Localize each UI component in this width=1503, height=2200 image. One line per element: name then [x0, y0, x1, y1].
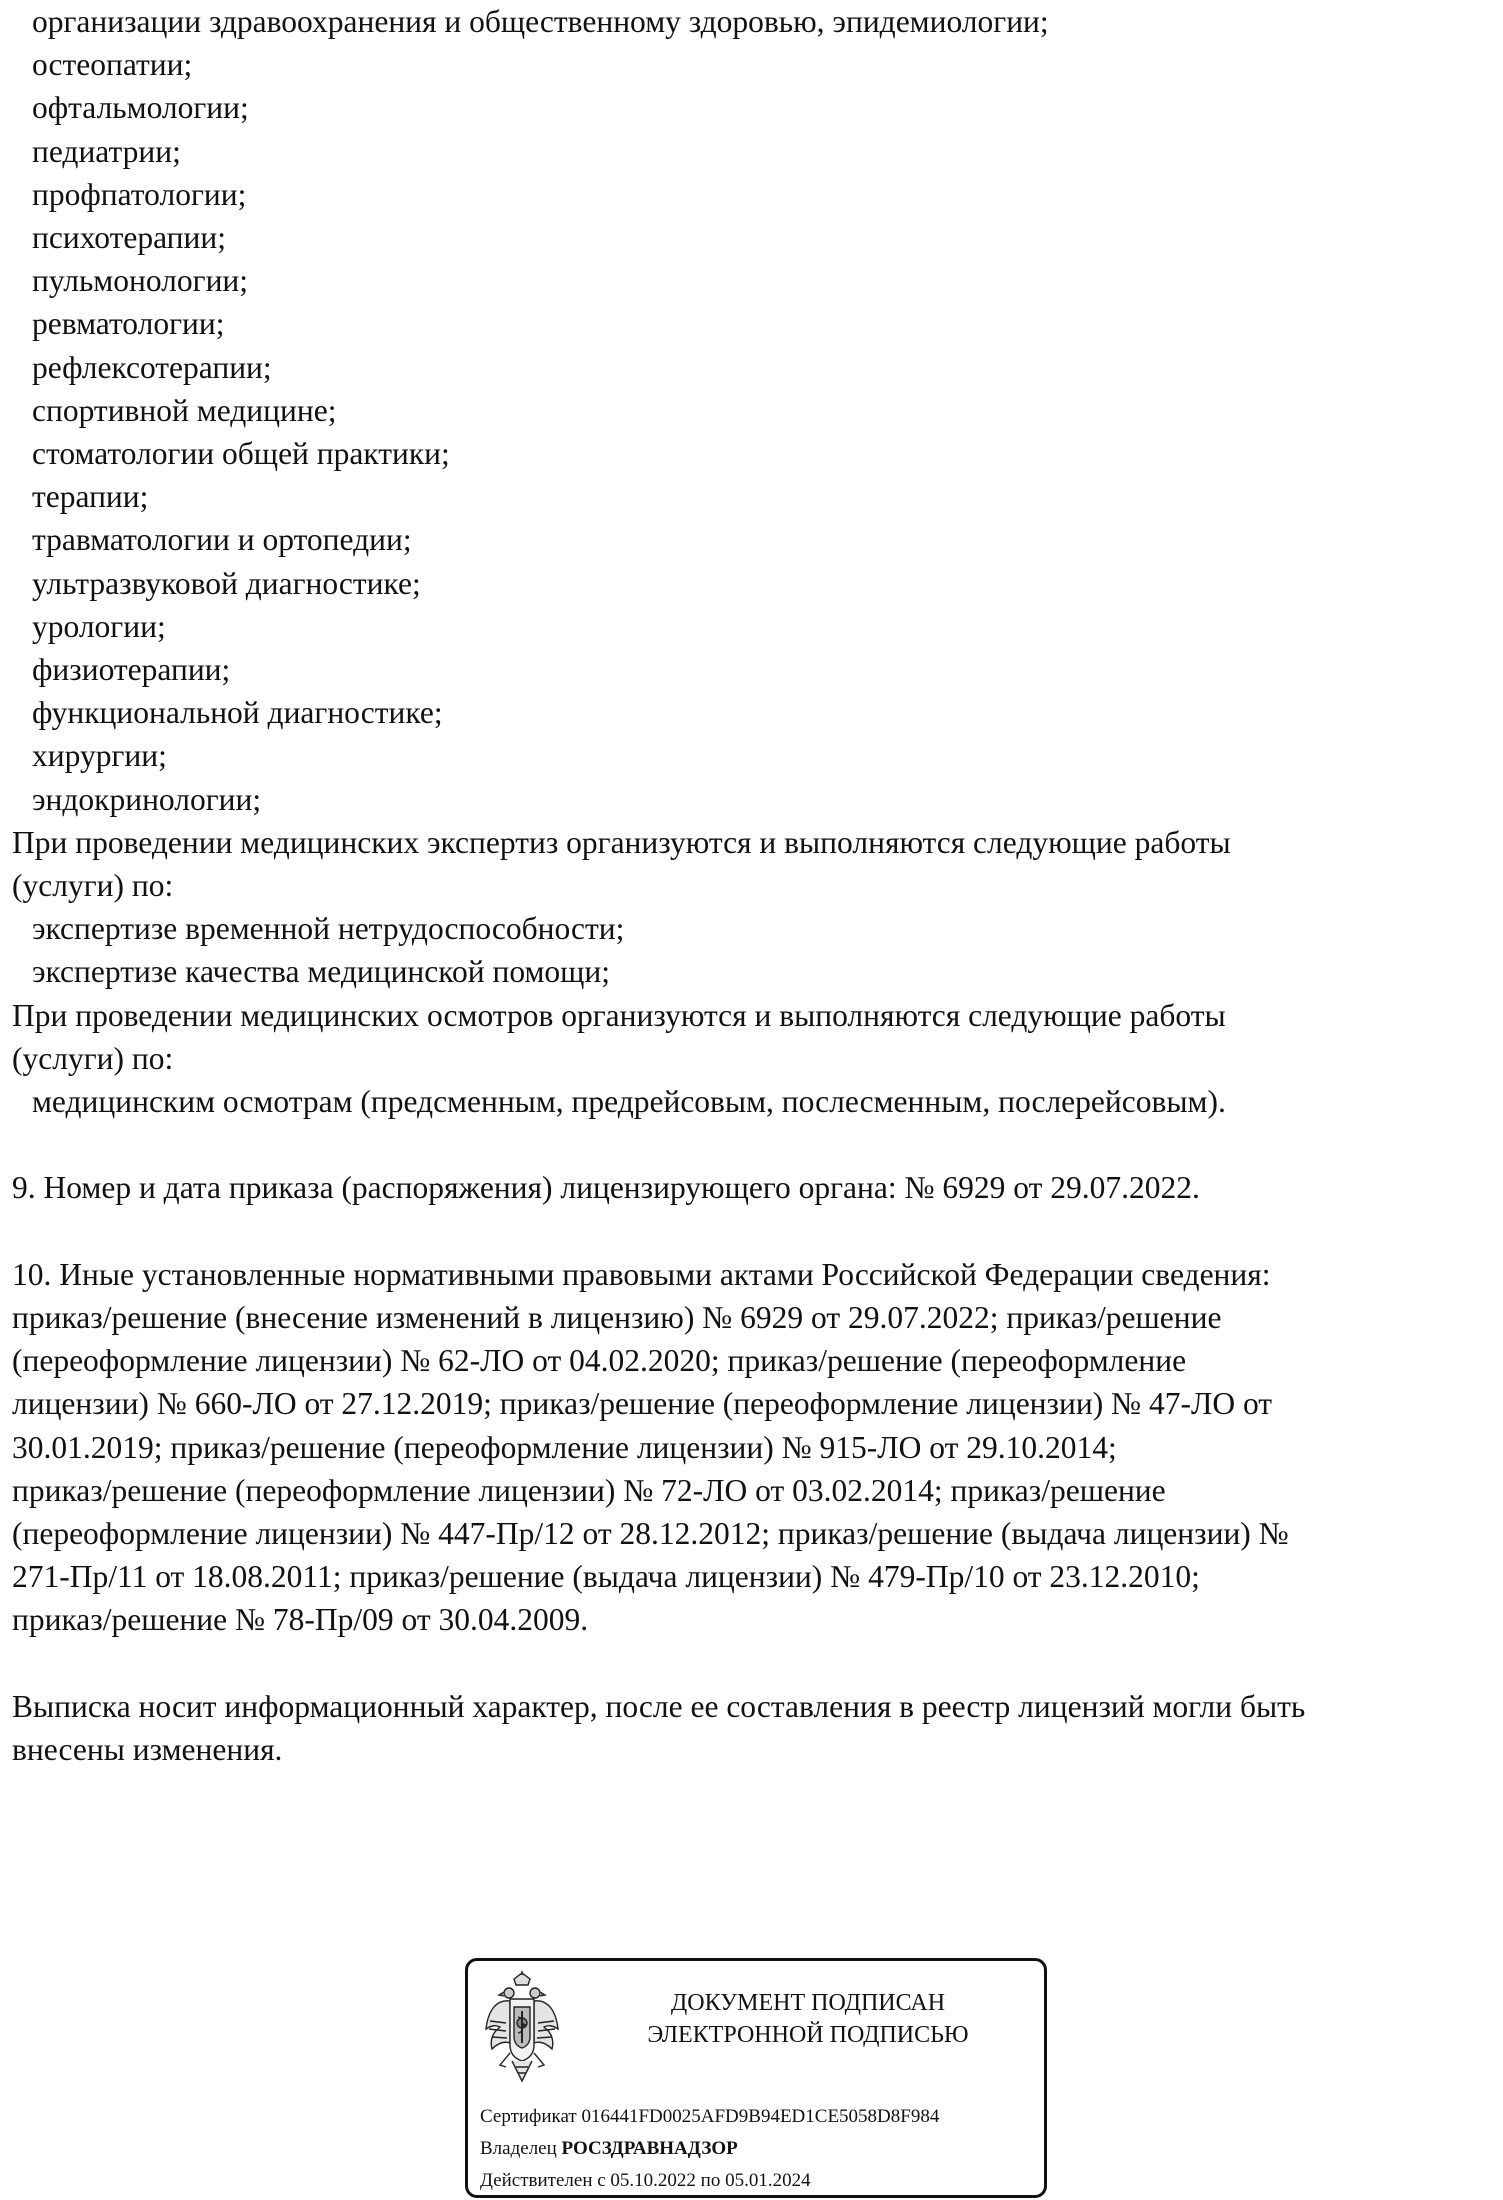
- text-line: Выписка носит информационный характер, после ее составления в реестр лицензий могли быть: [12, 1688, 1306, 1724]
- certificate-row: [480, 2101, 939, 2133]
- certificate-value: 016441FD0025AFD9B94ED1CE5058D8F984: [581, 2106, 940, 2127]
- text-line: педиатрии;: [32, 133, 181, 169]
- text-line: рефлексотерапии;: [32, 349, 272, 385]
- text-line: профпатологии;: [32, 176, 247, 212]
- text-line: (переоформление лицензии) № 447-Пр/12 от 28.12.2012; приказ/решение (выдача лицензии) №: [12, 1516, 1289, 1552]
- owner-row: [480, 2133, 939, 2165]
- text-line: приказ/решение (переоформление лицензии) № 72-ЛО от 03.02.2014; приказ/решение: [12, 1472, 1166, 1508]
- text-line: ультразвуковой диагностике;: [32, 565, 421, 601]
- text-line: организации здравоохранения и общественному здоровью, эпидемиологии;: [32, 4, 1049, 39]
- text-line: 10. Иные установленные нормативными правовыми актами Российской Федерации сведения:: [12, 1256, 1271, 1292]
- stamp-title-line-1: ДОКУМЕНТ ПОДПИСАН: [670, 1990, 946, 2016]
- text-line: травматологии и ортопедии;: [32, 522, 412, 558]
- stamp-title: [578, 1987, 1038, 2051]
- text-line: приказ/решение № 78-Пр/09 от 30.04.2009.: [12, 1602, 589, 1638]
- document-body: [12, 0, 1492, 1771]
- text-line: остеопатии;: [32, 47, 193, 83]
- text-line: физиотерапии;: [32, 652, 231, 688]
- text-line: урологии;: [32, 608, 166, 644]
- text-line: терапии;: [32, 479, 149, 515]
- text-line: 30.01.2019; приказ/решение (переоформление лицензии) № 915-ЛО от 29.10.2014;: [12, 1429, 1117, 1465]
- text-line: функциональной диагностике;: [32, 695, 443, 731]
- text-line: пульмонологии;: [32, 263, 249, 299]
- blank-line: [12, 1123, 1492, 1166]
- text-line: ревматологии;: [32, 306, 225, 342]
- text-line: приказ/решение (внесение изменений в лицензию) № 6929 от 29.07.2022; приказ/решение: [12, 1300, 1222, 1336]
- owner-label: Владелец: [480, 2138, 557, 2159]
- text-line: внесены изменения.: [12, 1732, 283, 1768]
- blank-line: [12, 1642, 1492, 1685]
- text-line: лицензии) № 660-ЛО от 27.12.2019; приказ/решение (переоформление лицензии) № 47-ЛО от: [12, 1386, 1273, 1422]
- text-line: (услуги) по:: [12, 868, 174, 904]
- owner-value: РОСЗДРАВНАДЗОР: [561, 2138, 738, 2159]
- text-line: 271-Пр/11 от 18.08.2011; приказ/решение (выдача лицензии) № 479-Пр/10 от 23.12.2010;: [12, 1559, 1200, 1595]
- text-line: хирургии;: [32, 738, 167, 774]
- text-line: психотерапии;: [32, 220, 226, 256]
- validity-row: Действителен с 05.10.2022 по 05.01.2024: [480, 2170, 811, 2191]
- text-line: эндокринологии;: [32, 781, 262, 817]
- text-line: экспертизе качества медицинской помощи;: [32, 954, 611, 990]
- text-line: медицинским осмотрам (предсменным, предрейсовым, послесменным, послерейсовым).: [32, 1084, 1226, 1120]
- text-line: офтальмологии;: [32, 90, 249, 126]
- blank-line: [12, 1210, 1492, 1253]
- text-line: (услуги) по:: [12, 1040, 174, 1076]
- stamp-title-line-2: ЭЛЕКТРОННОЙ ПОДПИСЬЮ: [647, 2022, 969, 2048]
- certificate-label: Сертификат: [480, 2106, 577, 2127]
- text-line: спортивной медицине;: [32, 392, 337, 428]
- text-line: (переоформление лицензии) № 62-ЛО от 04.02.2020; приказ/решение (переоформление: [12, 1343, 1187, 1379]
- text-line: экспертизе временной нетрудоспособности;: [32, 911, 625, 947]
- text-line: При проведении медицинских экспертиз организуются и выполняются следующие работы: [12, 824, 1231, 860]
- double-headed-eagle-emblem-icon: [482, 1971, 562, 2093]
- stamp-info: [480, 2101, 939, 2197]
- text-line: 9. Номер и дата приказа (распоряжения) лицензирующего органа: № 6929 от 29.07.2022.: [12, 1170, 1200, 1206]
- electronic-signature-stamp: [465, 1958, 1047, 2198]
- text-line: При проведении медицинских осмотров организуются и выполняются следующие работы: [12, 997, 1226, 1033]
- text-line: стоматологии общей практики;: [32, 436, 450, 472]
